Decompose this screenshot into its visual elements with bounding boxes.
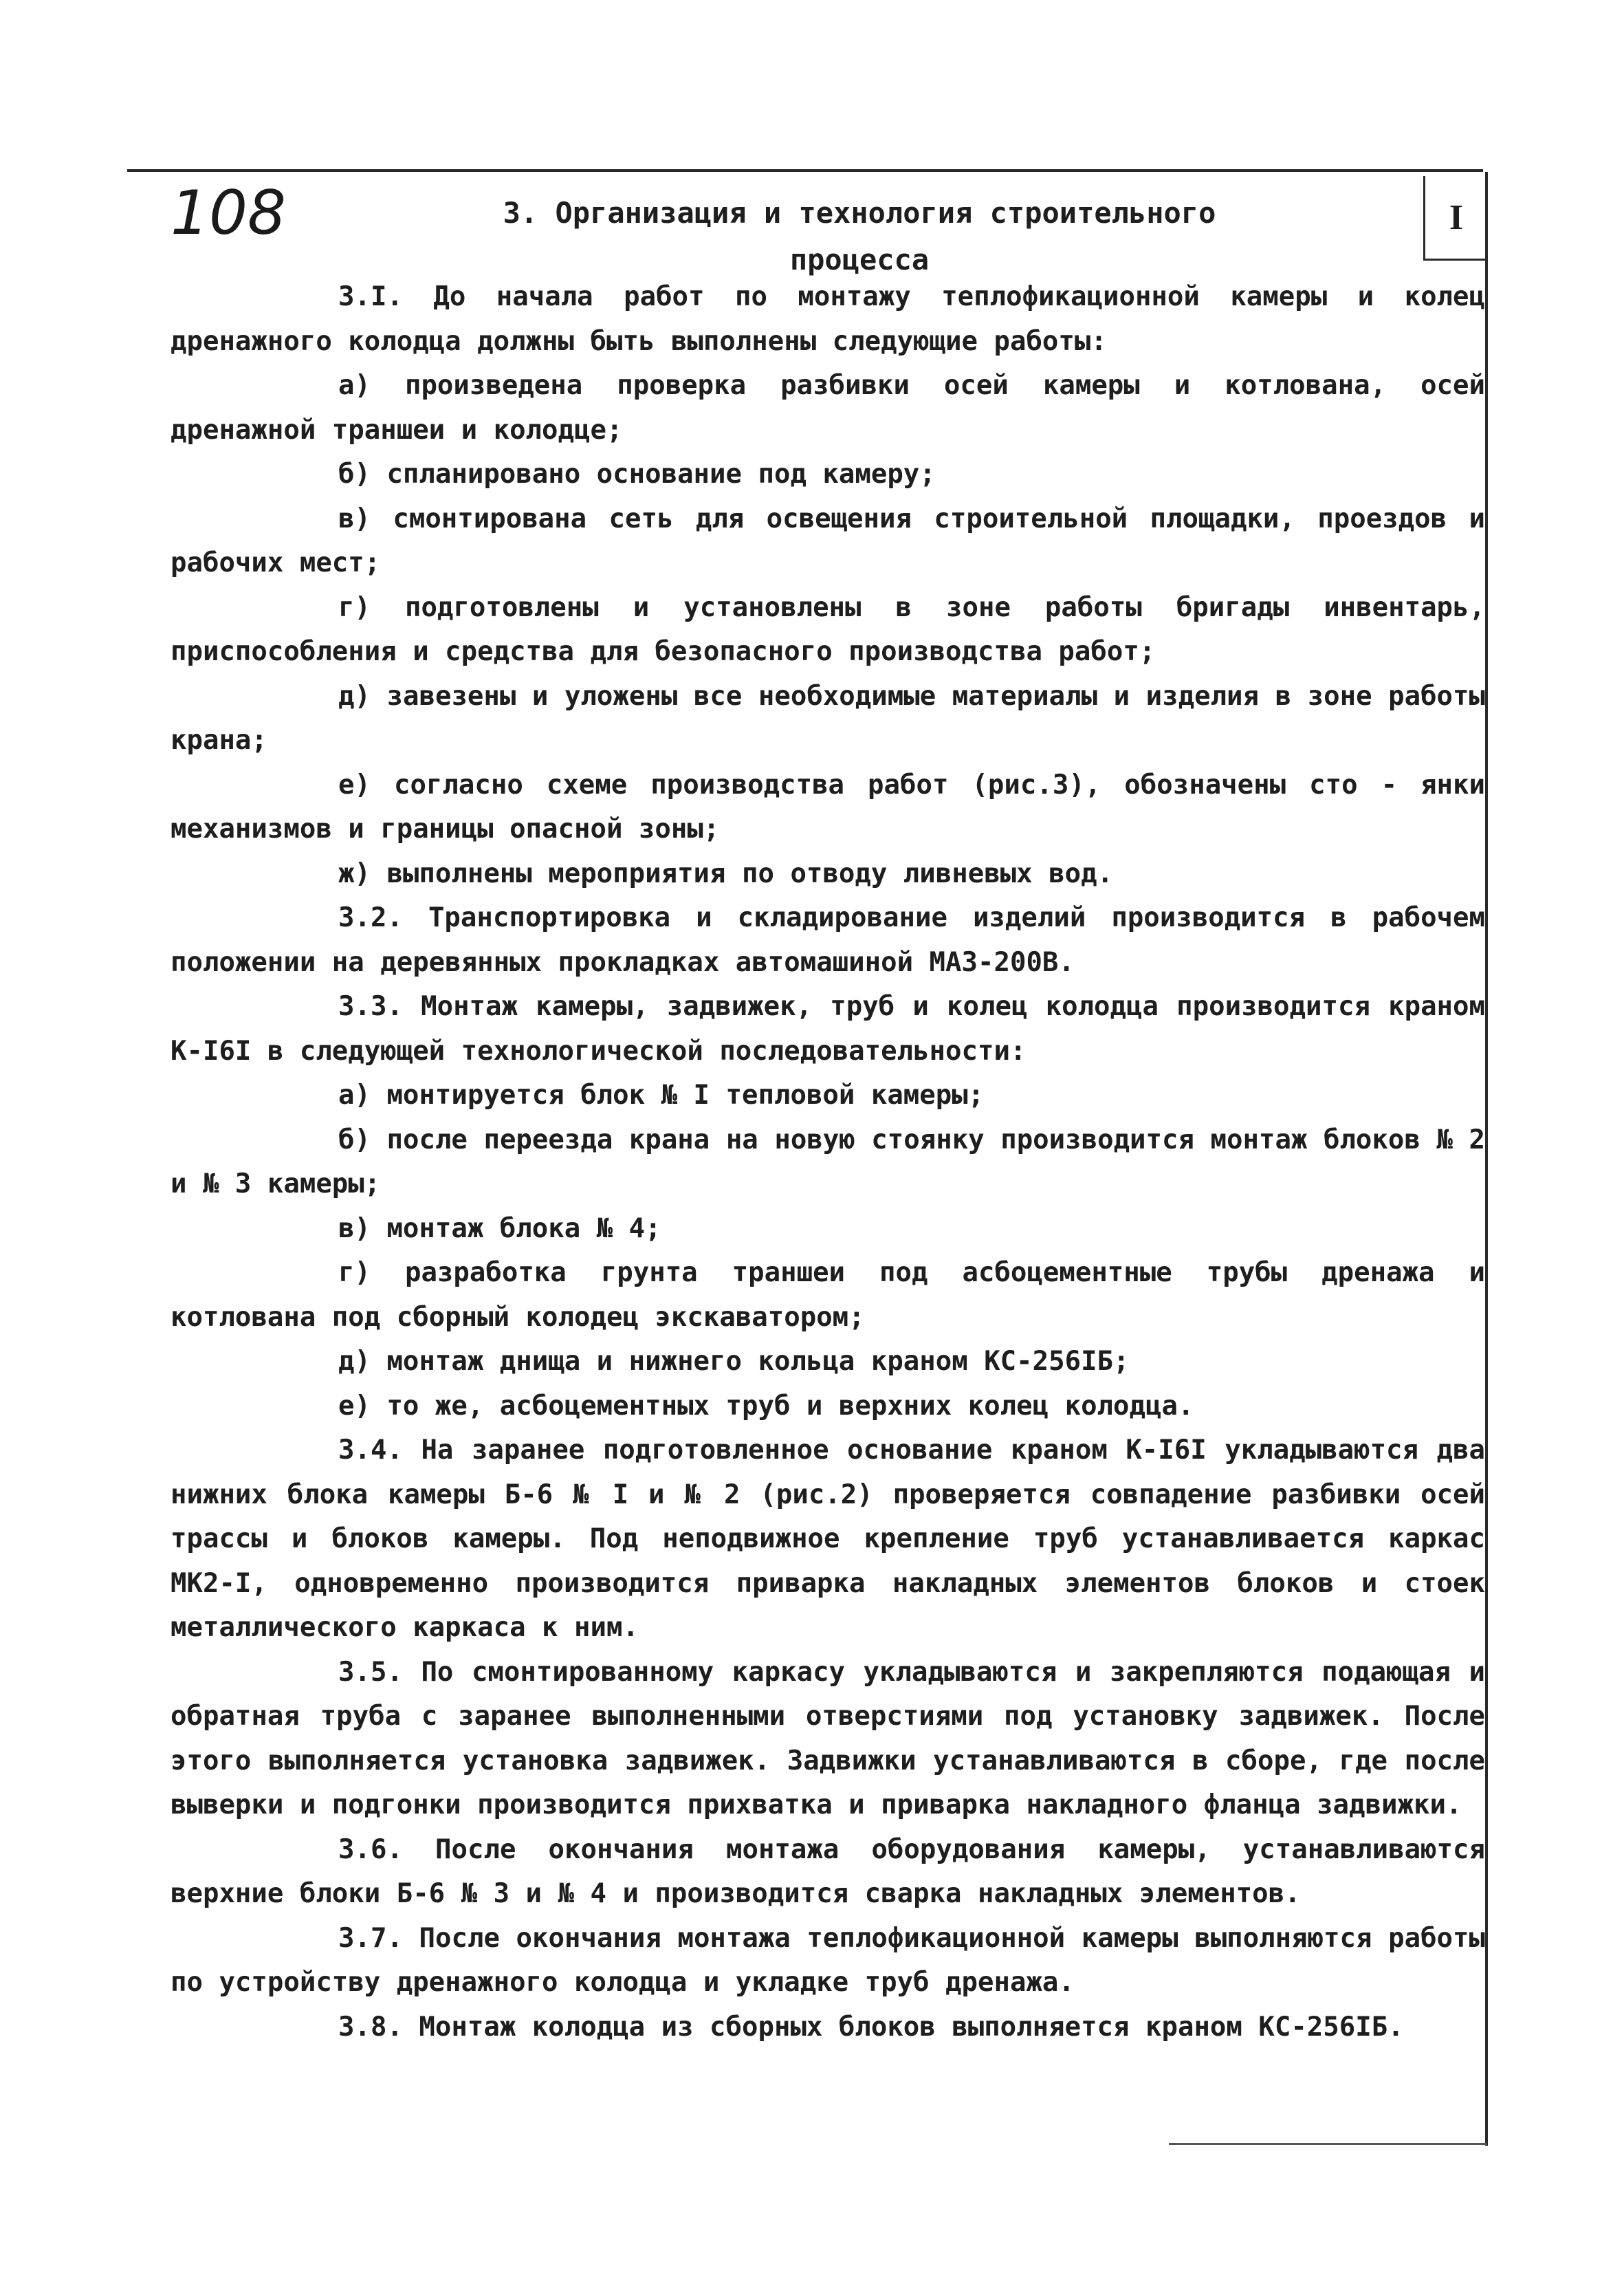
sheet-number-box [1423,176,1487,261]
paragraph-3-4: 3.4. На заранее подготовленное основание краном К-I6I укладываются два нижних блока камеры Б-6 № I и № 2 (рис.2) проверяется совпадение разбивки осей трассы и блоков камеры. Под неподвижное крепление труб устанавливается каркас МК2-I, одновременно производится приварка накладных элементов блоков и стоек металлического каркаса к ним. [171,1435,1485,1643]
sheet-number: I [1449,197,1464,237]
list-item-3-1-d: д) завезены и уложены все необходимые материалы и изделия в зоне работы крана; [171,680,1485,756]
list-item-3-1-e: е) согласно схеме производства работ (рис.3), обозначены сто - янки механизмов и границы опасной зоны; [171,769,1485,845]
list-item-3-3-d: д) монтаж днища и нижнего кольца краном КС-256IБ; [338,1346,1130,1377]
list-item-3-1-zh: ж) выполнены мероприятия по отводу ливневых вод. [338,858,1114,889]
frame-top-border [127,169,1483,172]
list-item-3-3-v: в) монтаж блока № 4; [338,1212,661,1244]
list-item-3-1-b: б) спланировано основание под камеру; [338,459,936,490]
paragraph-3-2: 3.2. Транспортировка и складирование изделий производится в рабочем положении на деревянных прокладках автомашиной МАЗ-200В. [171,902,1485,978]
list-item-3-1-a: а) произведена проверка разбивки осей камеры и котлована, осей дренажной траншеи и колодце; [171,370,1485,446]
paragraph-3-6: 3.6. После окончания монтажа оборудования камеры, устанавливаются верхние блоки Б-6 № 3 и № 4 и производится сварка накладных элементов. [171,1833,1485,1909]
paragraph-3-1: 3.I. До начала работ по монтажу теплофикационной камеры и колец дренажного колодца должны быть выполнены следующие работы: [171,281,1485,357]
document-body [171,275,1485,2049]
list-item-3-3-e: е) то же, асбоцементных труб и верхних колец колодца. [338,1390,1194,1422]
list-item-3-3-a: а) монтируется блок № I тепловой камеры; [338,1080,985,1111]
paragraph-3-7: 3.7. После окончания монтажа теплофикационной камеры выполняются работы по устройству дренажного колодца и укладке труб дренажа. [171,1922,1485,1998]
list-item-3-3-g: г) разработка грунта траншеи под асбоцементные трубы дренажа и котлована под сборный колодец экскаватором; [171,1257,1485,1333]
paragraph-3-8: 3.8. Монтаж колодца из сборных блоков выполняется краном КС-256IБ. [338,2011,1404,2043]
frame-right-border [1485,172,1488,2146]
paragraph-3-5: 3.5. По смонтированному каркасу укладываются и закрепляются подающая и обратная труба с заранее выполненными отверстиями под установку задвижек. После этого выполняется установка задвижек. Задвижки устанавливаются в сборе, где после выверки и подгонки производится прихватка и приварка накладного фланца задвижки. [171,1656,1485,1820]
list-item-3-3-b: б) после переезда крана на новую стоянку производится монтаж блоков № 2 и № 3 камеры; [171,1124,1485,1199]
list-item-3-1-g: г) подготовлены и установлены в зоне работы бригады инвентарь, приспособления и средства для безопасного производства работ; [171,591,1485,667]
paragraph-3-3: 3.3. Монтаж камеры, задвижек, труб и колец колодца производится краном К-I6I в следующей технологической последовательности: [171,991,1485,1067]
handwritten-page-number: 108 [171,177,286,248]
list-item-3-1-v: в) смонтирована сеть для освещения строительной площадки, проездов и рабочих мест; [171,503,1485,578]
frame-bottom-border [1169,2143,1486,2145]
section-title: 3. Организация и технология строительного процесса [503,196,1216,276]
